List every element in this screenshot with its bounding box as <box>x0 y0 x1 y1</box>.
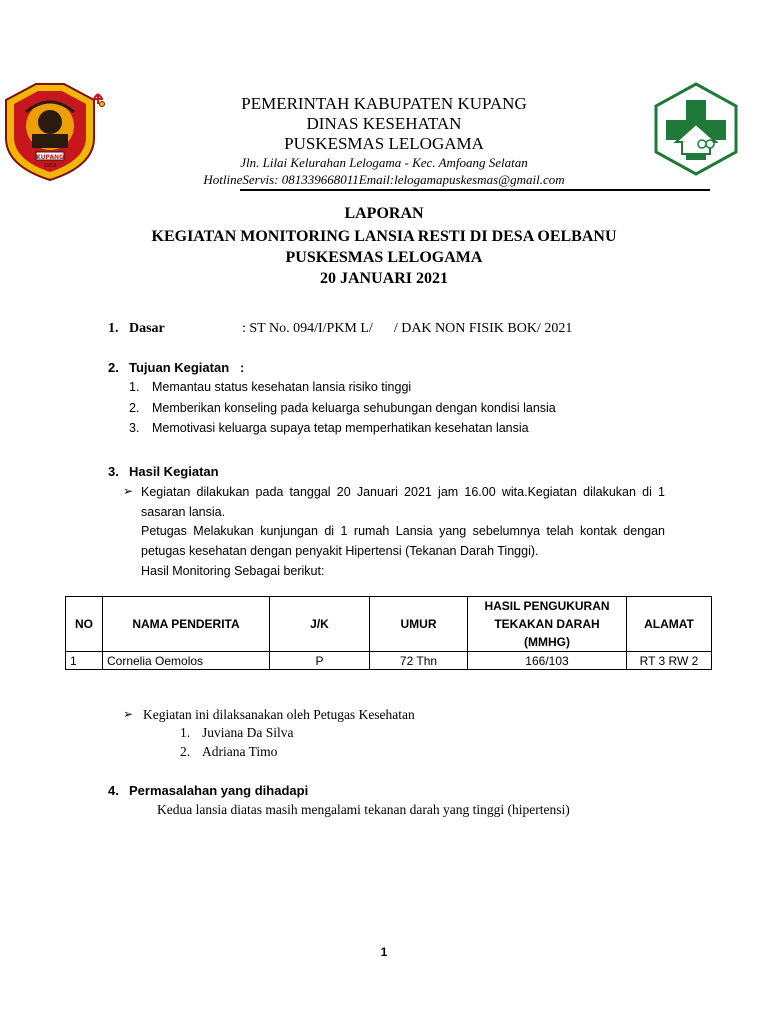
arrow-bullet-icon: ➢ <box>123 707 134 721</box>
petugas-number: 2. <box>180 744 191 759</box>
monitoring-table <box>65 596 712 670</box>
tujuan-item-number: 3. <box>129 421 140 435</box>
hasil-paragraph-2-end: petugas kesehatan dengan penyakit Hipertensi (Tekanan Darah Tinggi). <box>141 544 539 558</box>
report-title: LAPORAN <box>344 205 424 222</box>
petugas-name: Adriana Timo <box>202 744 278 759</box>
hasil-paragraph-1: Kegiatan dilakukan pada tanggal 20 Januari 2021 jam 16.00 wita.Kegiatan dilakukan di 1 <box>141 485 665 499</box>
header-hotline: HotlineServis: 081339668011Email:lelogamapuskesmas@gmail.com <box>203 172 565 187</box>
tujuan-item-text: Memotivasi keluarga supaya tetap memperhatikan kesehatan lansia <box>152 421 529 435</box>
cell-no: 1 <box>66 652 103 670</box>
masalah-text: Kedua lansia diatas masih mengalami tekanan darah yang tinggi (hipertensi) <box>157 802 570 817</box>
arrow-bullet-icon: ➢ <box>123 484 134 498</box>
col-header-alamat: ALAMAT <box>627 597 712 652</box>
col-header-tekanan-darah: HASIL PENGUKURAN TEKAKAN DARAH (MMHG) <box>468 597 627 652</box>
section-dasar-label: Dasar <box>129 321 165 336</box>
cell-tekanan-darah: 166/103 <box>468 652 627 670</box>
petugas-intro: Kegiatan ini dilaksanakan oleh Petugas Kesehatan <box>143 707 415 722</box>
section-hasil-label: Hasil Kegiatan <box>129 464 219 479</box>
col-header-umur: UMUR <box>370 597 468 652</box>
hasil-paragraph-2: Petugas Melakukan kunjungan di 1 rumah Lansia yang sebelumnya telah kontak dengan <box>141 524 665 538</box>
petugas-name: Juviana Da Silva <box>202 725 294 740</box>
section-hasil-number: 3. <box>108 464 119 479</box>
col-header-nama: NAMA PENDERITA <box>103 597 270 652</box>
tujuan-item-number: 1. <box>129 380 140 394</box>
logo-caption: KUPANG <box>36 154 64 161</box>
col-header-jk: J/K <box>270 597 370 652</box>
tujuan-item-text: Memberikan konseling pada keluarga sehubungan dengan kondisi lansia <box>152 401 556 415</box>
cell-umur: 72 Thn <box>370 652 468 670</box>
section-dasar-number: 1. <box>108 321 119 336</box>
header-government: PEMERINTAH KABUPATEN KUPANG <box>241 94 527 113</box>
page-number: 1 <box>380 945 388 959</box>
header-puskesmas: PUSKESMAS LELOGAMA <box>284 134 484 153</box>
section-tujuan-label: Tujuan Kegiatan : <box>129 360 245 375</box>
hasil-paragraph-1-end: sasaran lansia. <box>141 505 226 519</box>
report-puskesmas: PUSKESMAS LELOGAMA <box>285 249 483 266</box>
table-header-row <box>66 597 712 652</box>
logo-year: 1958 <box>43 163 57 169</box>
tujuan-item-number: 2. <box>129 401 140 415</box>
section-dasar-value: : ST No. 094/I/PKM L/ / DAK NON FISIK BOK/ 2021 <box>242 321 573 336</box>
section-masalah-label: Permasalahan yang dihadapi <box>129 783 309 798</box>
section-masalah-number: 4. <box>108 783 119 798</box>
header-divider <box>240 189 710 191</box>
section-tujuan-number: 2. <box>108 360 119 375</box>
report-date: 20 JANUARI 2021 <box>320 270 448 287</box>
cell-nama: Cornelia Oemolos <box>103 652 270 670</box>
header-address: Jln. Lilai Kelurahan Lelogama - Kec. Amfoang Selatan <box>240 155 528 170</box>
table-row <box>66 652 712 670</box>
header-department: DINAS KESEHATAN <box>306 114 462 133</box>
col-header-no: NO <box>66 597 103 652</box>
cell-jk: P <box>270 652 370 670</box>
report-subtitle: KEGIATAN MONITORING LANSIA RESTI DI DESA OELBANU <box>151 228 617 245</box>
hasil-monitoring-intro: Hasil Monitoring Sebagai berikut: <box>141 564 325 578</box>
tujuan-item-text: Memantau status kesehatan lansia risiko tinggi <box>152 380 412 394</box>
cell-alamat: RT 3 RW 2 <box>627 652 712 670</box>
petugas-number: 1. <box>180 725 191 740</box>
